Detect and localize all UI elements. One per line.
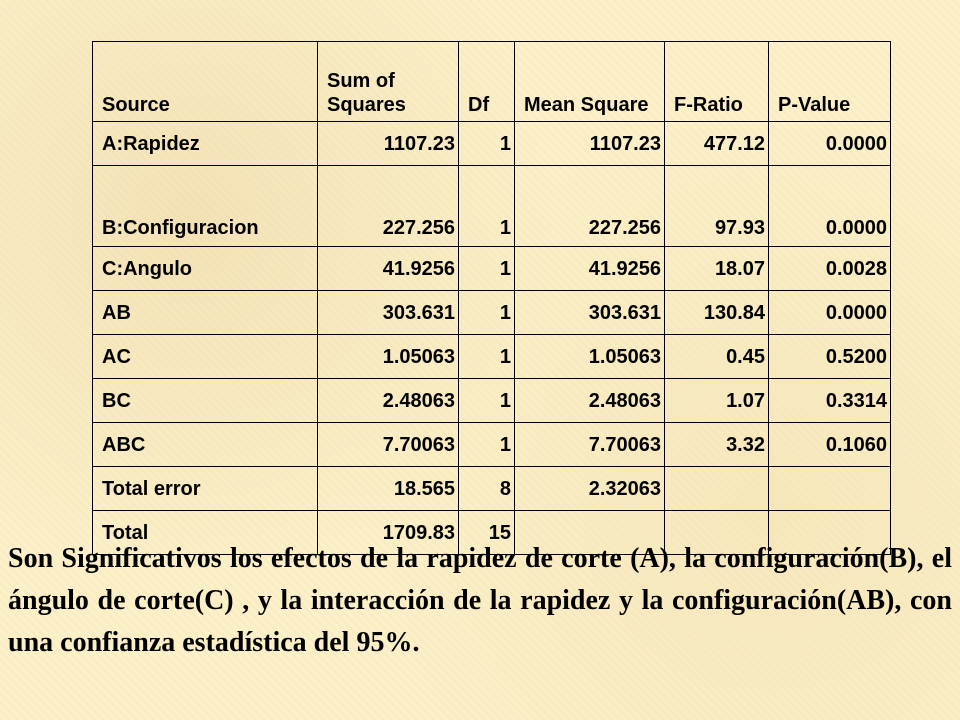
cell-mean-square: 1.05063 <box>515 335 665 379</box>
table-row <box>93 335 891 379</box>
header-sum-of-squares: Sum of Squares <box>318 42 459 122</box>
table-row <box>93 166 891 247</box>
table-row <box>93 467 891 511</box>
table-row <box>93 423 891 467</box>
conclusion-text: Son Significativos los efectos de la rapidez de corte (A), la configuración(B), el ángulo de corte(C) , y la interacción de la rapidez y la configuración(AB), con una confianza estadística del 95%. <box>8 543 952 658</box>
header-df: Df <box>459 42 515 122</box>
header-f-ratio: F-Ratio <box>665 42 769 122</box>
cell-df: 1 <box>459 423 515 467</box>
table-row <box>93 247 891 291</box>
cell-df: 8 <box>459 467 515 511</box>
cell-p-value: 0.0028 <box>769 247 891 291</box>
cell-f-ratio: 477.12 <box>665 122 769 166</box>
cell-sum-of-squares: 1.05063 <box>318 335 459 379</box>
cell-df: 1 <box>459 122 515 166</box>
cell-source: B:Configuracion <box>93 166 318 247</box>
table-row <box>93 122 891 166</box>
cell-df: 15 <box>459 511 515 555</box>
cell-sum-of-squares: 18.565 <box>318 467 459 511</box>
cell-mean-square: 227.256 <box>515 166 665 247</box>
cell-p-value: 0.1060 <box>769 423 891 467</box>
cell-f-ratio: 3.32 <box>665 423 769 467</box>
table-row <box>93 291 891 335</box>
cell-source: ABC <box>93 423 318 467</box>
cell-p-value: 0.3314 <box>769 379 891 423</box>
cell-p-value: 0.0000 <box>769 166 891 247</box>
header-source: Source <box>93 42 318 122</box>
cell-f-ratio: 97.93 <box>665 166 769 247</box>
cell-source: AC <box>93 335 318 379</box>
cell-p-value: 0.5200 <box>769 335 891 379</box>
cell-sum-of-squares: 41.9256 <box>318 247 459 291</box>
cell-source: C:Angulo <box>93 247 318 291</box>
cell-mean-square: 2.32063 <box>515 467 665 511</box>
cell-mean-square: 7.70063 <box>515 423 665 467</box>
cell-source: AB <box>93 291 318 335</box>
cell-f-ratio: 18.07 <box>665 247 769 291</box>
cell-f-ratio: 0.45 <box>665 335 769 379</box>
cell-p-value: 0.0000 <box>769 291 891 335</box>
cell-df: 1 <box>459 379 515 423</box>
cell-df: 1 <box>459 247 515 291</box>
cell-mean-square: 2.48063 <box>515 379 665 423</box>
cell-f-ratio: 130.84 <box>665 291 769 335</box>
cell-source: Total <box>93 511 318 555</box>
cell-mean-square: 303.631 <box>515 291 665 335</box>
cell-mean-square: 1107.23 <box>515 122 665 166</box>
anova-table <box>92 41 891 555</box>
cell-df: 1 <box>459 166 515 247</box>
cell-mean-square: 41.9256 <box>515 247 665 291</box>
table-row <box>93 379 891 423</box>
cell-sum-of-squares: 303.631 <box>318 291 459 335</box>
cell-df: 1 <box>459 335 515 379</box>
cell-source: Total error <box>93 467 318 511</box>
header-p-value: P-Value <box>769 42 891 122</box>
cell-sum-of-squares: 1709.83 <box>318 511 459 555</box>
header-mean-square: Mean Square <box>515 42 665 122</box>
cell-source: BC <box>93 379 318 423</box>
cell-source: A:Rapidez <box>93 122 318 166</box>
cell-p-value <box>769 467 891 511</box>
cell-sum-of-squares: 1107.23 <box>318 122 459 166</box>
cell-f-ratio <box>665 467 769 511</box>
cell-sum-of-squares: 227.256 <box>318 166 459 247</box>
cell-p-value: 0.0000 <box>769 122 891 166</box>
cell-df: 1 <box>459 291 515 335</box>
header-row <box>93 42 891 122</box>
cell-sum-of-squares: 2.48063 <box>318 379 459 423</box>
cell-sum-of-squares: 7.70063 <box>318 423 459 467</box>
cell-f-ratio: 1.07 <box>665 379 769 423</box>
